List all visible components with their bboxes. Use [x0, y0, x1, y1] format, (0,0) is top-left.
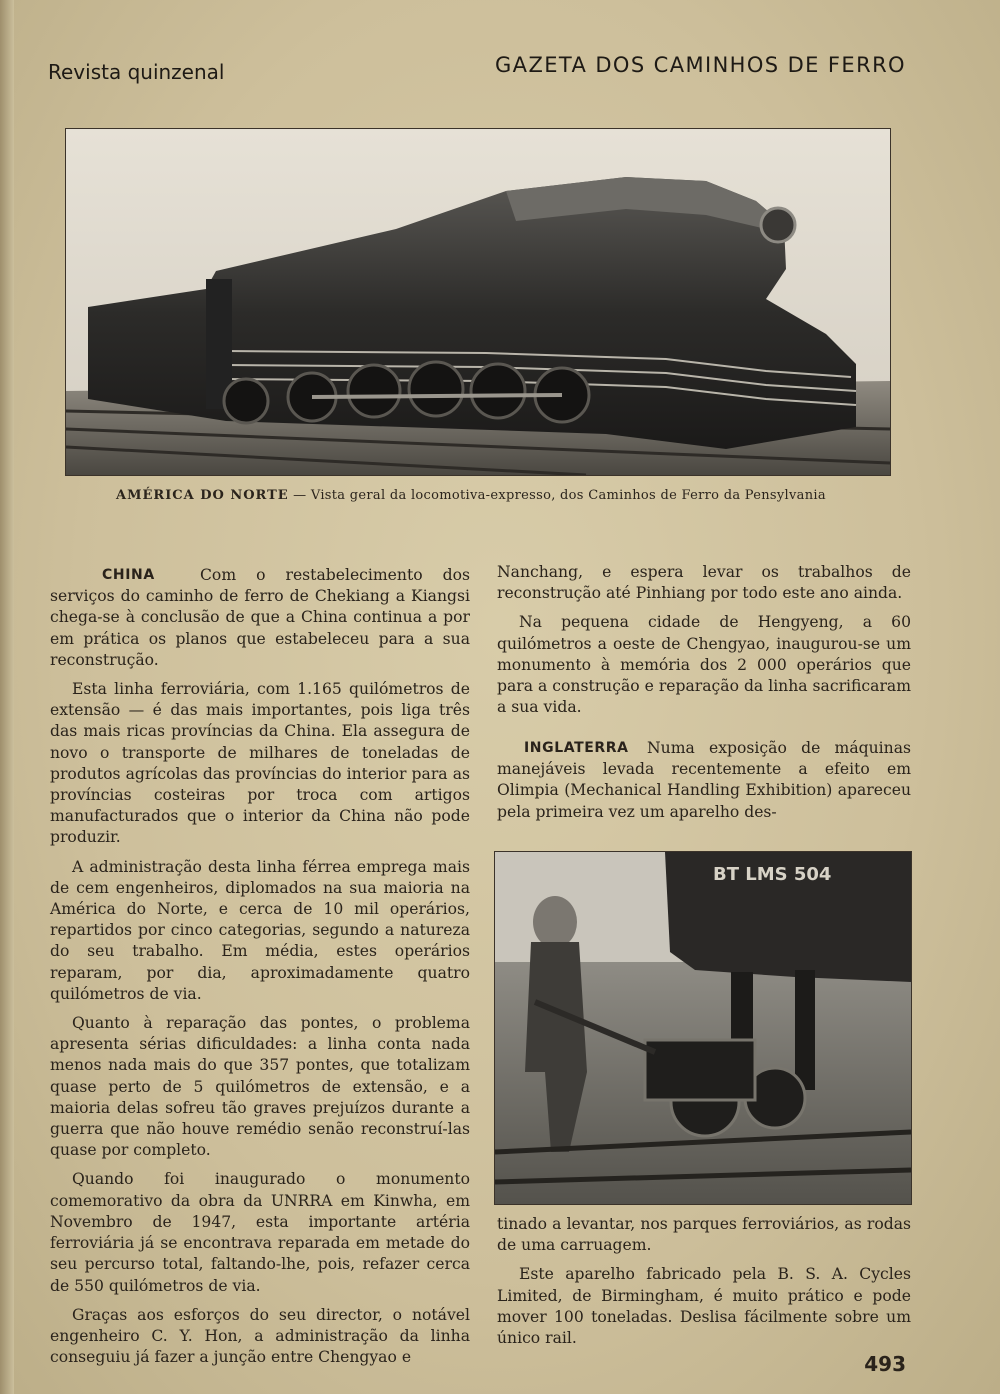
locomotive-photo [65, 128, 891, 476]
inglaterra-article [497, 738, 911, 831]
china-paragraph-3: A administração desta linha férrea emprega mais de cem engenheiros, diplomados na sua maioria na América do Norte, e cerca de 10 mil operários, repartidos por cinco categorias, segundo a natureza do seu trabalho. Em média, estes operários reparam, por dia, aproximadamente quatro quilómetros de via. [50, 857, 470, 1003]
publication-title: GAZETA DOS CAMINHOS DE FERRO [495, 53, 906, 77]
locomotive-illustration [66, 129, 890, 475]
china-paragraph-6: Graças aos esforços do seu director, o notável engenheiro C. Y. Hon, a administração da linha conseguiu já fazer a junção entre Chengyao e [50, 1305, 470, 1367]
lifting-device-illustration [495, 852, 911, 1204]
china-continuation-1: Nanchang, e espera levar os trabalhos de reconstrução até Pinhiang por todo este ano ainda. [497, 563, 911, 603]
china-paragraph-2: Esta linha ferroviária, com 1.165 quilómetros de extensão — é das mais importantes, pois liga três das mais ricas províncias da China. Ela assegura de novo o transporte de milhares de toneladas de produtos agrícolas das províncias do interior para as províncias costeiras por troca com artigos manufacturados que o interior da China não pode produzir. [50, 680, 470, 847]
caption-description: — Vista geral da locomotiva-expresso, dos Caminhos de Ferro da Pensylvania [288, 488, 826, 503]
china-paragraph-1 [50, 565, 470, 671]
inglaterra-article-continuation [497, 1214, 911, 1357]
china-paragraph-4: Quanto à reparação das pontes, o problema apresenta sérias dificuldades: a linha conta nada menos nada mais do que 357 pontes, que totalizam quase perto de 5 quilómetros de extensão, e a maioria delas sofreu tão graves prejuízos durante a guerra que não houve remédio senão reconstruí-las quase por completo. [50, 1014, 470, 1160]
caption-region: AMÉRICA DO NORTE [116, 488, 289, 503]
china-section-heading: CHINA [102, 567, 155, 583]
china-paragraph-5: Quando foi inaugurado o monumento comemorativo da obra da UNRRA em Kinwha, em Novembro de 1947, esta importante artéria ferroviária já se encontrava reparada em metade do seu percurso total, faltando-lhe, pois, refazer cerca de 550 quilómetros de via. [50, 1170, 470, 1295]
inglaterra-continuation-1: tinado a levantar, nos parques ferroviários, as rodas de uma carruagem. [497, 1215, 911, 1255]
china-continuation-2: Na pequena cidade de Hengyeng, a 60 quilómetros a oeste de Chengyao, inaugurou-se um monumento à memória dos 2 000 operários que para a construção e reparação da linha sacrificaram a sua vida. [497, 613, 911, 717]
inglaterra-continuation-2: Este aparelho fabricado pela B. S. A. Cycles Limited, de Birmingham, é muito prático e pode mover 100 toneladas. Deslisa fácilmente sobre um único rail. [497, 1265, 911, 1348]
china-article [50, 565, 470, 1376]
publication-frequency: Revista quinzenal [48, 60, 225, 84]
locomotive-photo-caption [116, 488, 876, 503]
page-number: 493 [864, 1352, 906, 1376]
lifting-device-photo [494, 851, 912, 1205]
inglaterra-section-heading: INGLATERRA [524, 740, 629, 756]
inglaterra-paragraph-1-text: Numa exposição de máquinas manejáveis levada recentemente a efeito em Olimpia (Mechanical Handling Exhibition) apareceu pela primeira vez um aparelho des- [497, 739, 911, 821]
inglaterra-paragraph-1 [497, 738, 911, 823]
china-article-continuation [497, 562, 911, 726]
china-paragraph-1-text: Com o restabelecimento dos serviços do caminho de ferro de Chekiang a Kiangsi chega-se à conclusão de que a China continua a por em prática os planos que estabeleceu para a sua reconstrução. [50, 566, 470, 669]
page-spine-shadow [0, 0, 14, 1394]
wagon-marking: BT LMS 504 [713, 864, 832, 885]
